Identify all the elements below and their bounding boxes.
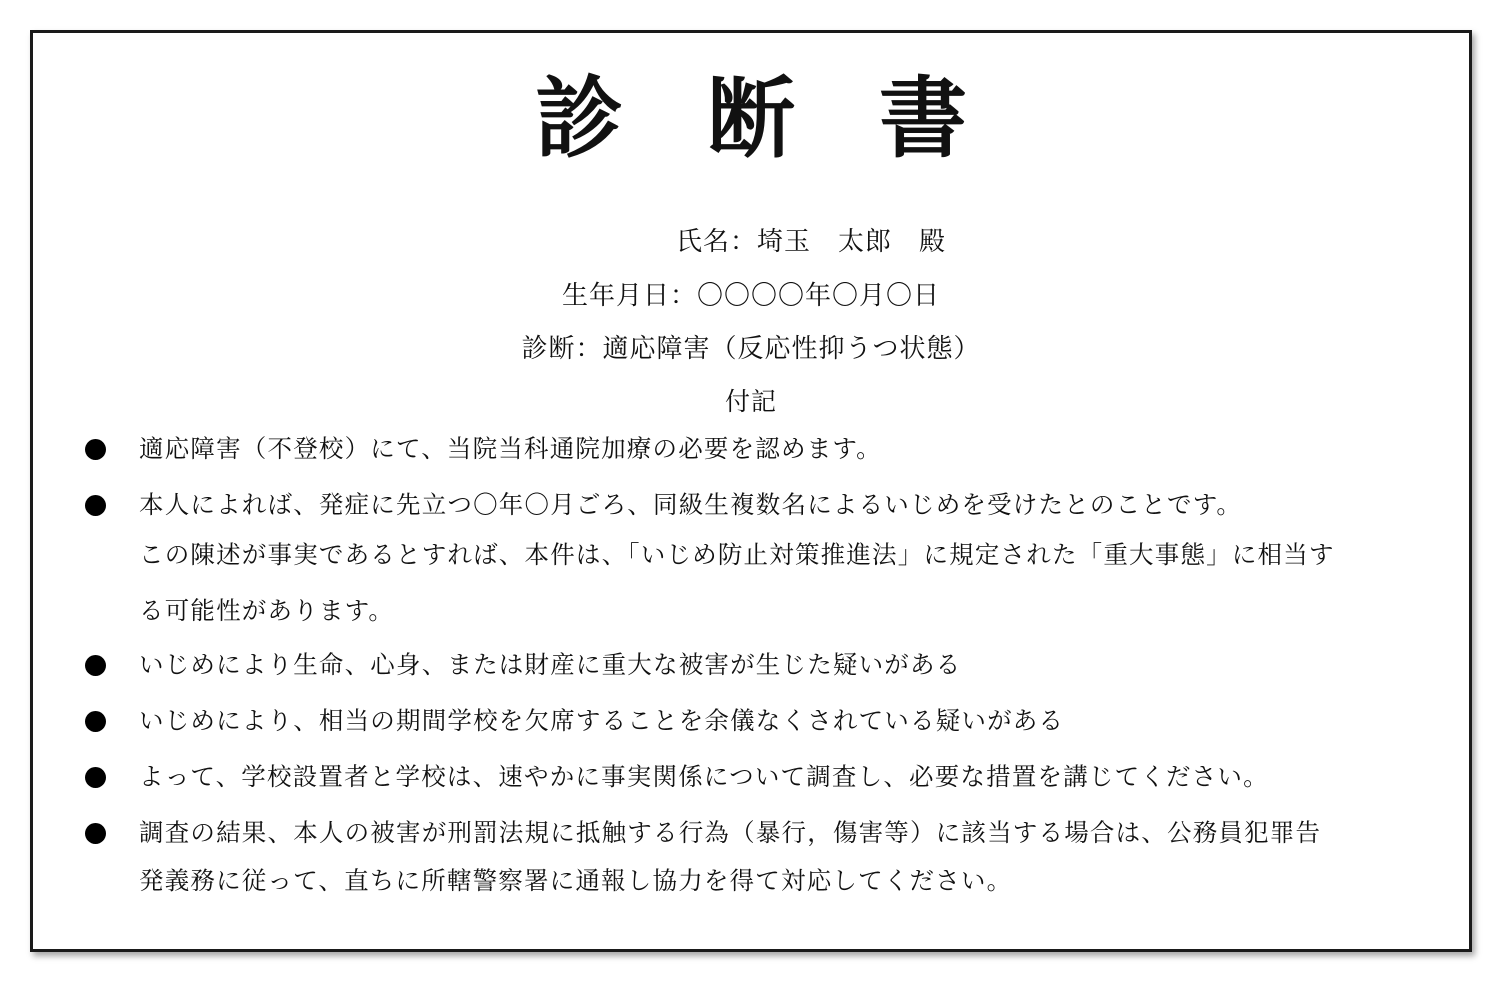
bullet-icon [85,655,106,676]
patient-name: 氏名：埼玉 太郎 殿 [675,227,946,257]
note-heading: 付記 [724,387,777,416]
birth-date: 生年月日：〇〇〇〇年〇月〇日 [561,281,940,311]
title-char: 診 [534,67,623,170]
bullet-icon [85,495,106,516]
list-item-text [139,647,1439,683]
text-line: 発義務に従って、直ちに所轄警察署に通報し協力を得て対応してください。 [139,866,1013,895]
bullet-icon [85,439,106,460]
text-line: 本人によれば、発症に先立つ〇年〇月ごろ、同級生複数名によるいじめを受けたとのことです。 [139,490,1243,519]
medical-certificate-document [30,30,1472,952]
list-item-text [139,487,1439,629]
title-char: 断 [706,67,795,170]
list-item-text [139,703,1439,739]
text-line: この陳述が事実であるとすれば、本件は、「いじめ防止対策推進法」に規定された「重大事態」に相当す [139,540,1335,569]
text-line: いじめにより生命、心身、または財産に重大な被害が生じた疑いがある [139,650,962,679]
text-line: いじめにより、相当の期間学校を欠席することを余儀なくされている疑いがある [139,706,1065,735]
text-line: 適応障害（不登校）にて、当院当科通院加療の必要を認めます。 [139,434,882,463]
bullet-icon [85,767,106,788]
bullet-icon [85,823,106,844]
diagnosis: 診断：適応障害（反応性抑うつ状態） [521,334,981,364]
list-item-text [139,815,1439,899]
text-line: 調査の結果、本人の被害が刑罰法規に抵触する行為（暴行，傷害等）に該当する場合は、公務員犯罪告 [139,818,1322,847]
bullet-icon [85,711,106,732]
list-item-text [139,431,1439,467]
text-line: よって、学校設置者と学校は、速やかに事実関係について調査し、必要な措置を講じてください。 [139,762,1269,791]
text-line: る可能性があります。 [139,596,395,625]
title-char: 書 [879,67,968,170]
list-item-text [139,759,1439,795]
document-title [33,67,1469,170]
